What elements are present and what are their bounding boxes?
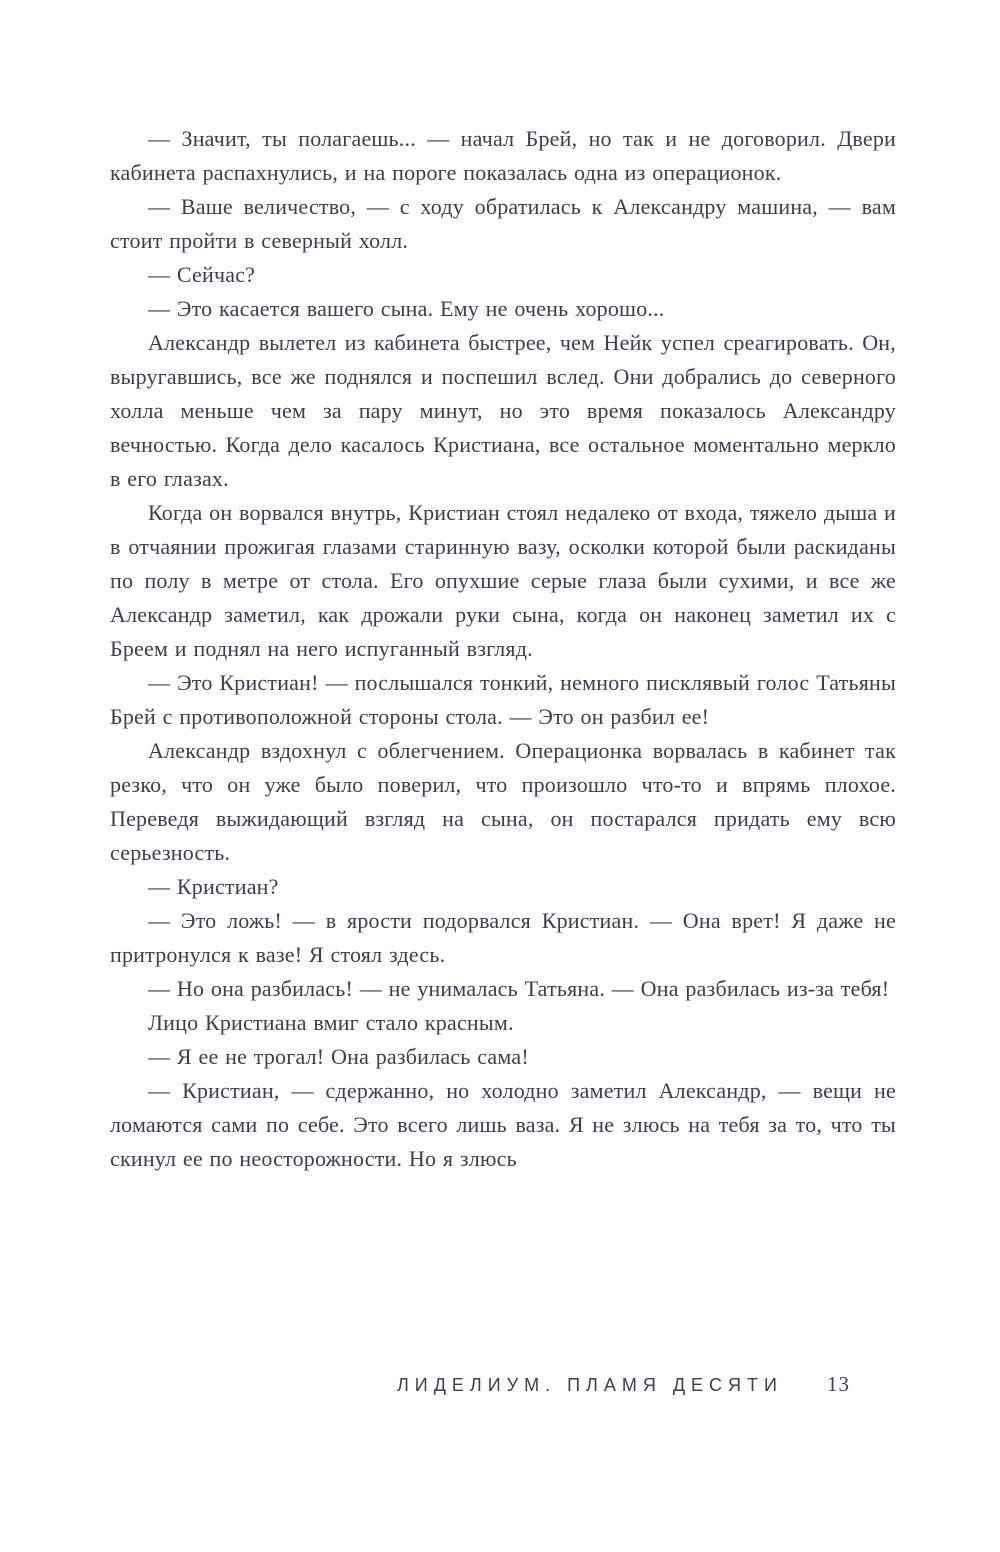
- paragraph: — Я ее не трогал! Она разбилась сама!: [148, 1044, 529, 1069]
- running-title: ЛИДЕЛИУМ. ПЛАМЯ ДЕСЯТИ: [396, 1375, 783, 1395]
- paragraph: — Сейчас?: [148, 262, 256, 287]
- paragraph: Лицо Кристиана вмиг стало красным.: [148, 1010, 514, 1035]
- page-number: 13: [827, 1372, 850, 1396]
- paragraph: — Это ложь! — в ярости подорвался Кристиан. — Она врет! Я даже не притронулся к вазе! Я стоял здесь.: [110, 908, 896, 967]
- paragraph: — Это Кристиан! — послышался тонкий, немного писклявый голос Татьяны Брей с противоположной стороны стола. — Это он разбил ее!: [110, 670, 896, 729]
- paragraph: — Значит, ты полагаешь... — начал Брей, но так и не договорил. Двери кабинета распахнулись, и на пороге показалась одна из операционок.: [110, 126, 896, 185]
- page-footer: [110, 1372, 896, 1397]
- paragraph: Александр вылетел из кабинета быстрее, чем Нейк успел среагировать. Он, выругавшись, все же поднялся и поспешил вслед. Они добрались до северного холла меньше чем за пару минут, но это время показалось Александру вечностью. Когда дело касалось Кристиана, все остальное моментально меркло в его глазах.: [110, 330, 896, 491]
- paragraph: — Но она разбилась! — не унималась Татьяна. — Она разбилась из-за тебя!: [148, 976, 890, 1001]
- paragraph: — Ваше величество, — с ходу обратилась к Александру машина, — вам стоит пройти в северный холл.: [110, 194, 896, 253]
- paragraph: — Кристиан?: [148, 874, 279, 899]
- paragraph: — Кристиан, — сдержанно, но холодно заметил Александр, — вещи не ломаются сами по себе. Это всего лишь ваза. Я не злюсь на тебя за то, что ты скинул ее по неосторожности. Но я злюсь: [110, 1078, 896, 1171]
- paragraph: — Это касается вашего сына. Ему не очень хорошо...: [148, 296, 665, 321]
- text-block: [110, 122, 896, 1176]
- paragraph: Александр вздохнул с облегчением. Операционка ворвалась в кабинет так резко, что он уже было поверил, что произошло что-то и впрямь плохое. Переведя выжидающий взгляд на сына, он постарался придать ему всю серьезность.: [110, 738, 896, 865]
- paragraph: Когда он ворвался внутрь, Кристиан стоял недалеко от входа, тяжело дыша и в отчаянии прожигая глазами старинную вазу, осколки которой были раскиданы по полу в метре от стола. Его опухшие серые глаза были сухими, и все же Александр заметил, как дрожали руки сына, когда он наконец заметил их с Бреем и поднял на него испуганный взгляд.: [110, 500, 896, 661]
